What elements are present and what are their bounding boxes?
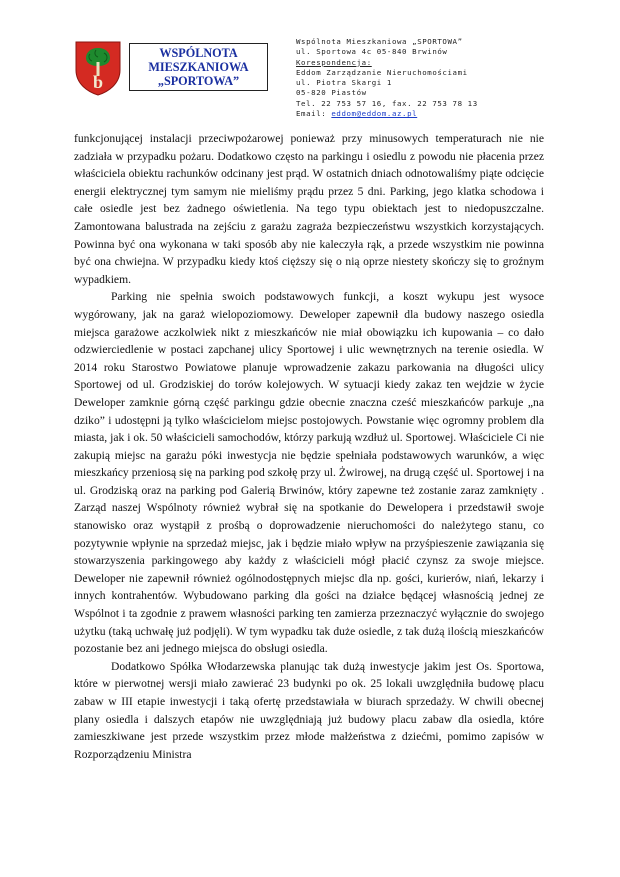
manager-city: 05-820 Piastów bbox=[296, 88, 367, 98]
contact-name: Wspólnota Mieszkaniowa „SPORTOWA” bbox=[296, 37, 463, 46]
manager-street: ul. Piotra Skargi 1 bbox=[296, 78, 392, 88]
correspondence-label: Korespondencja: bbox=[296, 57, 372, 67]
community-title-box bbox=[129, 43, 268, 91]
title-line-3: „SPORTOWA” bbox=[157, 74, 240, 88]
email-link[interactable]: eddom@eddom.az.pl bbox=[331, 109, 418, 119]
title-line-2: MIESZKANIOWA bbox=[148, 60, 249, 74]
paragraph-continuation: funkcjonującej instalacji przeciwpożarowej ponieważ przy minusowych temperaturach nie nie zadziała w przypadku pożaru. Dodatkowo często na parkingu i osiedlu z powodu nie płacenia przez właściciela obiektu rachunków odcinany jest prąd. W ostatnich dniach odnotowaliśmy piąte odcięcie energii elektrycznej tym samym nie mieliśmy prądu przez 5 dni. Parking, jego klatka schodowa i całe osiedle jest bez żadnego oświetlenia. Na tego typu obiektach jest to niedopuszczalne. Zamontowana balustrada na zejściu z garażu zagraża bezpieczeństwu wszystkich korzystających. Powinna być ona wykonana w taki sposób aby nie kaleczyła rąk, a przede wszystkim nie powinna być ona chwiejna. W przypadku kiedy ktoś cięższy się o nią oprze niestety skończy się to groźnym wypadkiem. bbox=[74, 132, 544, 286]
crest-shield-icon bbox=[74, 40, 122, 96]
email-label: Email: bbox=[296, 109, 332, 119]
phone-fax: Tel. 22 753 57 16, fax. 22 753 78 13 bbox=[296, 98, 478, 108]
svg-text:b: b bbox=[92, 72, 104, 92]
title-line-1: WSPÓLNOTA bbox=[159, 46, 238, 60]
contact-block bbox=[296, 37, 496, 119]
manager-name: Eddom Zarządzanie Nieruchomościami bbox=[296, 67, 468, 77]
letter-body bbox=[74, 130, 544, 763]
contact-address: ul. Sportowa 4c 05-840 Brwinów bbox=[296, 47, 448, 57]
email-line bbox=[296, 109, 496, 119]
crest-logo bbox=[74, 40, 122, 96]
paragraph-playground: Dodatkowo Spółka Włodarzewska planując tak dużą inwestycje jakim jest Os. Sportowa, które w pierwotnej wersji miało zawierać 23 budynki po ok. 25 lokali uwzględniła budowę placu zabaw w III etapie inwestycji i taką ofertę przedstawiała w biurach sprzedaży. W chwili obecnej plany osiedla i dalszych etapów nie uwzględniają już budowy placu zabaw dla osiedla, które zamieszkiwane jest przede wszystkim przez młode małżeństwa z dziećmi, pomimo zapisów w Rozporządzeniu Ministra bbox=[74, 659, 544, 761]
paragraph-parking: Parking nie spełnia swoich podstawowych funkcji, a koszt wykupu jest wysoce wygórowany, jak na garaż wielopoziomowy. Deweloper zapewnił dla budowy naszego osiedla miejsca garażowe aczkolwiek nikt z mieszkańców nie miał obowiązku ich kupowania – co dało odzwierciedlenie w postaci zapchanej ulicy Sportowej i ulic wewnętrznych na terenie osiedla. W 2014 roku Starostwo Powiatowe planuje wprowadzenie zakazu parkowania na długości ulicy Sportowej od ul. Grodziskiej do torów kolejowych. W sytuacji kiedy zakaz ten wejdzie w życie Deweloper zamknie górną część parkingu gdzie obecnie znaczna cześć mieszkańców parkuje „na dziko” i udostępni ją tylko właścicielom miejsc postojowych. Powstanie więc ogromny problem dla miasta, jak i ok. 50 właścicieli samochodów, którzy parkują wzdłuż ul. Sportowej. Właściciele Ci nie zakupią miejsc na garażu póki inwestycja nie będzie spełniała podstawowych warunków, a więc mieszkańcy przeniosą się na parking pod szkołę przy ul. Żwirowej, na drugą część ul. Sportowej i na ul. Grodziską oraz na parking pod Galerią Brwinów, który zapewne też zostanie zaraz zamknięty . Zarząd naszej Wspólnoty również wybrał się na spotkanie do Dewelopera i przedstawił swoje stanowisko oraz wystąpił z prośbą o doprowadzenie nieruchomości do należytego stanu, co pozytywnie wpłynie na sprzedaż miejsc, jak i będzie miało wpływ na przyśpieszenie zawiązania się stowarzyszenia parkingowego aby każdy z właścicieli mógł płacić czynsz za swoje miejsce. Deweloper nie zapewnił również ogólnodostępnych miejsc dla np. gości, kurierów, niań, lekarzy i innych kontrahentów. Wybudowano parking dla gości na działce będącej własnością jednej ze Wspólnot i ta zgodnie z prawem własności parking ten zamierza przeznaczyć wyłącznie do swojego użytku (taką uchwałę już podjęli). W tym wypadku tak duże osiedle, z tak dużą ilością mieszkańców pozostanie bez ani jednego miejsca do obsługi osiedla. bbox=[74, 290, 544, 656]
